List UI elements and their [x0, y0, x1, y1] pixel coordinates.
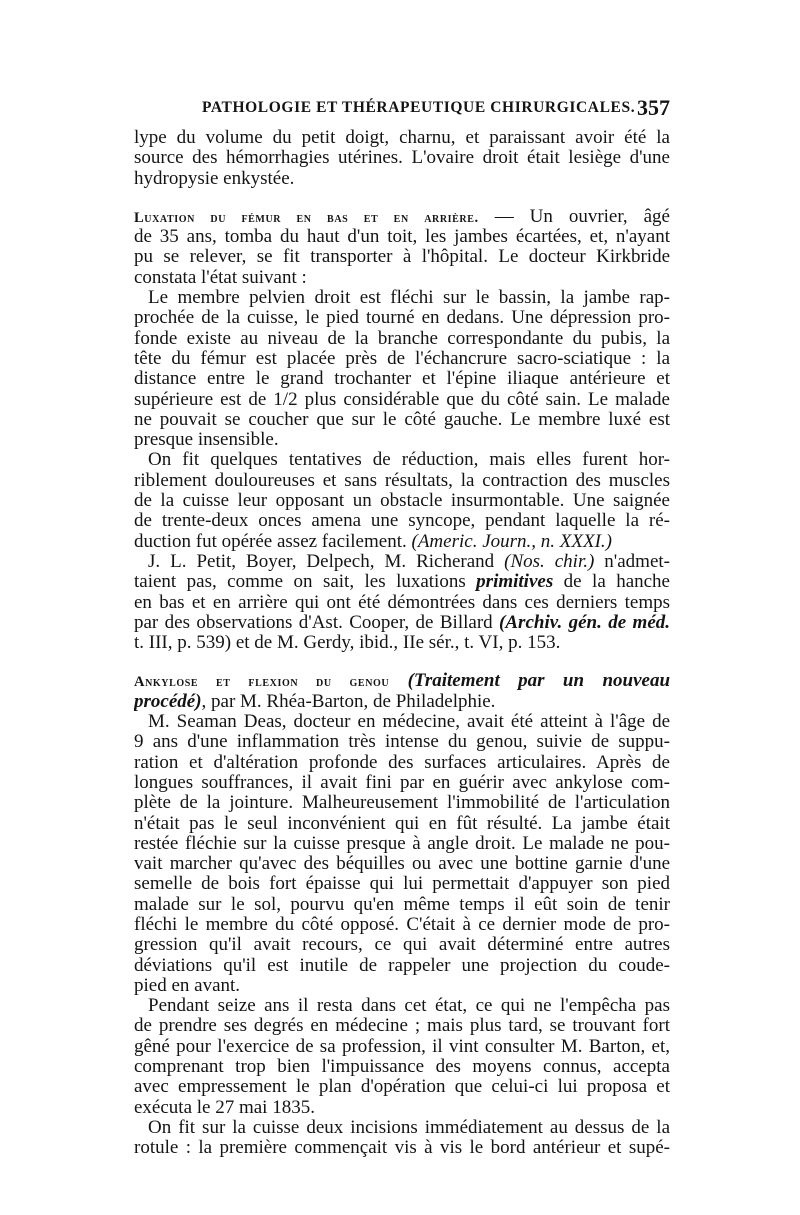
text-line: fonde existe au niveau de la branche correspondante du pubis, la: [134, 328, 670, 349]
section-spacer: [134, 189, 670, 207]
reference-citation: (Americ. Journ., n. XXXI.): [411, 531, 612, 552]
text-line: de la cuisse leur opposant un obstacle insurmontable. Une saignée: [134, 491, 670, 512]
text-line: de prendre ses degrés en médecine ; mais plus tard, se trouvant fort: [134, 1016, 670, 1037]
text-line: [134, 613, 670, 633]
text-line: presque insensible.: [134, 430, 279, 451]
text-line: Le membre pelvien droit est fléchi sur le bassin, la jambe rap-: [148, 288, 670, 309]
text-run: par des observations d'Ast. Cooper, de Billard: [134, 612, 500, 633]
text-line: ration et d'altération profonde des surfaces articulaires. Après de: [134, 752, 670, 773]
text-line: pu se relever, se fit transporter à l'hôpital. Le docteur Kirkbride: [134, 247, 670, 268]
text-line: fléchi le membre du côté opposé. C'était à ce dernier mode de pro-: [134, 914, 670, 935]
section-title: Ankylose et flexion du genou: [134, 674, 390, 691]
emphasis-term: primitives: [476, 572, 554, 593]
text-line: [134, 532, 670, 552]
text-line: longues souffrances, il avait fini par en guérir avec ankylose com-: [134, 772, 670, 793]
text-line: Pendant seize ans il resta dans cet état, ce qui ne l'empêcha pas: [148, 996, 670, 1017]
text-run: duction fut opérée assez facilement.: [134, 531, 412, 552]
text-run: de la hanche: [553, 572, 670, 593]
text-line: 9 ans d'une inflammation très intense du genou, suivie de suppu-: [134, 732, 670, 753]
text-line: exécuta le 27 mai 1835.: [134, 1097, 315, 1118]
section-spacer: [134, 653, 670, 671]
running-head: PATHOLOGIE ET THÉRAPEUTIQUE CHIRURGICALES.: [202, 99, 636, 116]
text-line: supérieure est de 1/2 plus considérable que du côté sain. Le malade: [134, 389, 670, 410]
text-line: On fit quelques tentatives de réduction, mais elles furent hor-: [148, 450, 670, 471]
text-line: de 35 ans, tomba du haut d'un toit, les jambes écartées, et, n'ayant: [134, 227, 670, 248]
body-text: [134, 128, 670, 1159]
text-line: pied en avant.: [134, 975, 241, 996]
text-line: de trente-deux onces amena une syncope, pendant laquelle la ré-: [134, 511, 670, 532]
section-heading-ankylose: [134, 671, 670, 691]
text-line: rotule : la première commençait vis à vis le bord antérieur et supé-: [134, 1138, 670, 1159]
text-line: malade sur le sol, pourvu qu'en même temps il eût soin de tenir: [134, 894, 670, 915]
text-line: On fit sur la cuisse deux incisions immédiatement au dessus de la: [148, 1117, 670, 1138]
text-line: riblement douloureuses et sans résultats, la contraction des muscles: [134, 470, 670, 491]
section-subtitle: (Traitement par un nouveau: [389, 671, 670, 692]
section-subtitle: procédé): [134, 691, 202, 712]
text-line: distance entre le grand trochanter et l'épine iliaque antérieure et: [134, 369, 670, 390]
text-line: t. III, p. 539) et de M. Gerdy, ibid., IIe sér., t. VI, p. 153.: [134, 633, 561, 654]
text-line: déviations qu'il est inutile de rappeler une projection du coude-: [134, 955, 670, 976]
text-line: hydropysie enkystée.: [134, 168, 295, 189]
text-line: lype du volume du petit doigt, charnu, et paraissant avoir été la: [134, 128, 670, 148]
page-header: [134, 95, 670, 121]
text-line: [134, 692, 670, 712]
text-line: semelle de bois fort épaisse qui lui permettait d'appuyer son pied: [134, 874, 670, 895]
page-number: 357: [637, 95, 670, 120]
text-line: [134, 572, 670, 592]
text-run: , par M. Rhéa-Barton, de Philadelphie.: [201, 691, 496, 712]
text-line: tête du fémur est placée près de l'échancrure sacro-sciatique : la: [134, 348, 670, 369]
section-heading-luxation: [134, 207, 670, 227]
text-line: gression qu'il avait recours, ce qui avait déterminé entre autres: [134, 935, 670, 956]
text-line: restée fléchie sur la cuisse presque à angle droit. Le malade ne pou-: [134, 833, 670, 854]
text-line: source des hémorrhagies utérines. L'ovaire droit était lesiège d'une: [134, 148, 670, 169]
text-line: n'était pas le seul inconvénient qui en fût résulté. La jambe était: [134, 813, 670, 834]
text-line: [134, 552, 670, 572]
reference-citation: (Archiv. gén. de méd.: [499, 612, 670, 633]
text-line: comprenant trop bien l'impuissance des moyens connus, accepta: [134, 1057, 670, 1078]
section-lead: — Un ouvrier, âgé: [478, 206, 670, 227]
text-line: M. Seaman Deas, docteur en médecine, avait été atteint à l'âge de: [148, 712, 670, 733]
text-line: constata l'état suivant :: [134, 267, 307, 288]
text-line: prochée de la cuisse, le pied tourné en dedans. Une dépression pro-: [134, 308, 670, 329]
text-run: J. L. Petit, Boyer, Delpech, M. Richerand: [148, 551, 505, 572]
reference-citation: (Nos. chir.): [504, 551, 595, 572]
text-run: taient pas, comme on sait, les luxations: [134, 572, 477, 593]
section-title: Luxation du fémur en bas et en arrière.: [134, 209, 479, 226]
text-run: n'admet-: [594, 551, 670, 572]
text-line: avec empressement le plan d'opération que celui-ci lui proposa et: [134, 1077, 670, 1098]
text-line: plète de la jointure. Malheureusement l'immobilité de l'articulation: [134, 793, 670, 814]
text-line: en bas et en arrière qui ont été démontrées dans ces derniers temps: [134, 592, 670, 613]
text-line: ne pouvait se coucher que sur le côté gauche. Le membre luxé est: [134, 409, 670, 430]
text-line: vait marcher qu'avec des béquilles ou avec une bottine garnie d'une: [134, 854, 670, 875]
text-line: gêné pour l'exercice de sa profession, il vint consulter M. Barton, et,: [134, 1036, 670, 1057]
